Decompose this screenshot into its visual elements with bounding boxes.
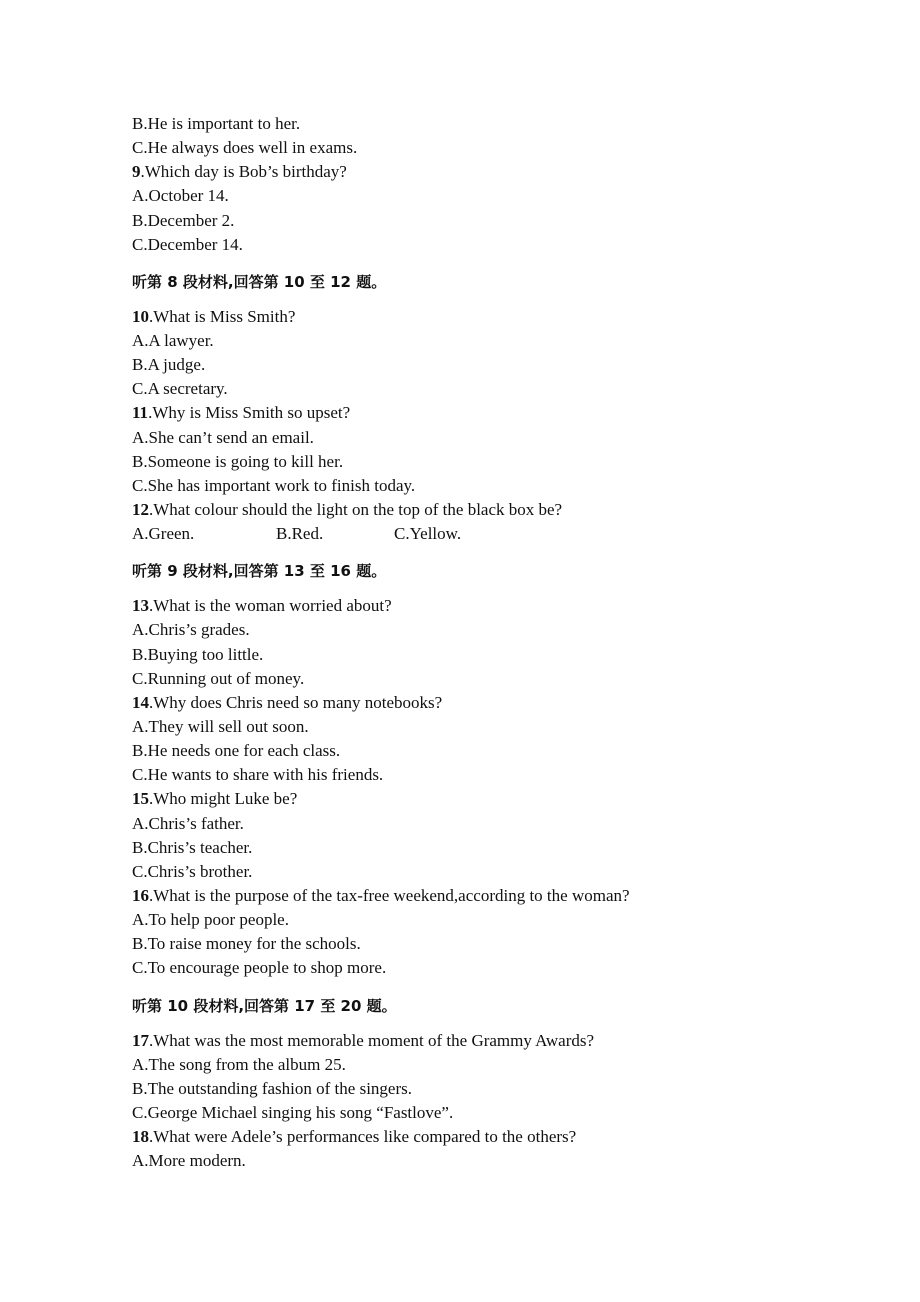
- q12-option-c: C.Yellow.: [394, 524, 462, 544]
- q13-option-a: A.Chris’s grades.: [132, 620, 250, 640]
- section-heading-10: 听第 10 段材料,回答第 17 至 20 题。: [132, 996, 397, 1015]
- question-number: 17: [132, 1030, 149, 1050]
- question-text: .What was the most memorable moment of the Grammy Awards?: [149, 1030, 595, 1050]
- q11-option-a: A.She can’t send an email.: [132, 427, 314, 447]
- question-10: [132, 305, 832, 329]
- q16-option-c: C.To encourage people to shop more.: [132, 958, 387, 978]
- q8-option-b: B.He is important to her.: [132, 114, 301, 133]
- question-text: .Which day is Bob’s birthday?: [140, 162, 347, 182]
- q15-option-c: C.Chris’s brother.: [132, 861, 253, 881]
- q10-option-b: B.A judge.: [132, 355, 206, 375]
- question-number: 12: [132, 499, 149, 519]
- question-text: .What were Adele’s performances like compared to the others?: [149, 1127, 577, 1147]
- question-number: 15: [132, 789, 149, 809]
- q15-option-b: B.Chris’s teacher.: [132, 837, 253, 857]
- question-text: .Why is Miss Smith so upset?: [148, 403, 351, 423]
- question-16: [132, 884, 832, 908]
- q8-option-c: C.He always does well in exams.: [132, 138, 358, 158]
- question-number: 9: [132, 162, 141, 182]
- q11-option-c: C.She has important work to finish today.: [132, 475, 416, 495]
- question-text: .What is Miss Smith?: [149, 306, 296, 326]
- question-15: [132, 787, 832, 811]
- q17-option-b: B.The outstanding fashion of the singers.: [132, 1078, 412, 1098]
- q16-option-b: B.To raise money for the schools.: [132, 934, 361, 954]
- q10-option-a: A.A lawyer.: [132, 330, 214, 350]
- question-number: 13: [132, 596, 149, 616]
- question-17: [132, 1029, 832, 1053]
- question-13: [132, 594, 832, 618]
- q12-options-row: [132, 522, 832, 546]
- q9-option-c: C.December 14.: [132, 234, 243, 254]
- q17-option-c: C.George Michael singing his song “Fastlove”.: [132, 1102, 454, 1122]
- section-heading-8: 听第 8 段材料,回答第 10 至 12 题。: [132, 272, 387, 291]
- q14-option-a: A.They will sell out soon.: [132, 716, 309, 736]
- question-text: .Who might Luke be?: [149, 789, 298, 809]
- q13-option-b: B.Buying too little.: [132, 644, 264, 664]
- q13-option-c: C.Running out of money.: [132, 668, 305, 688]
- q11-option-b: B.Someone is going to kill her.: [132, 451, 344, 471]
- q16-option-a: A.To help poor people.: [132, 910, 289, 930]
- question-number: 18: [132, 1127, 149, 1147]
- q9-option-a: A.October 14.: [132, 186, 229, 206]
- question-number: 11: [132, 403, 149, 423]
- question-9: [132, 160, 832, 184]
- q15-option-a: A.Chris’s father.: [132, 813, 244, 833]
- q18-option-a: A.More modern.: [132, 1151, 246, 1171]
- q12-option-b: B.Red.: [276, 524, 324, 544]
- question-number: 14: [132, 692, 149, 712]
- q12-option-a: A.Green.: [132, 524, 195, 544]
- q10-option-c: C.A secretary.: [132, 379, 228, 399]
- question-18: [132, 1125, 832, 1149]
- question-text: .What colour should the light on the top of the black box be?: [149, 499, 563, 519]
- question-text: .What is the woman worried about?: [149, 596, 392, 616]
- question-11: [132, 401, 832, 425]
- question-14: [132, 691, 832, 715]
- q17-option-a: A.The song from the album 25.: [132, 1054, 346, 1074]
- exam-page: [132, 112, 832, 1173]
- question-text: .What is the purpose of the tax-free weekend,according to the woman?: [149, 885, 630, 905]
- q9-option-b: B.December 2.: [132, 210, 235, 230]
- question-text: .Why does Chris need so many notebooks?: [149, 692, 443, 712]
- question-12: [132, 498, 832, 522]
- q14-option-c: C.He wants to share with his friends.: [132, 765, 384, 785]
- question-number: 10: [132, 306, 149, 326]
- q14-option-b: B.He needs one for each class.: [132, 741, 341, 761]
- question-number: 16: [132, 885, 149, 905]
- section-heading-9: 听第 9 段材料,回答第 13 至 16 题。: [132, 562, 387, 581]
